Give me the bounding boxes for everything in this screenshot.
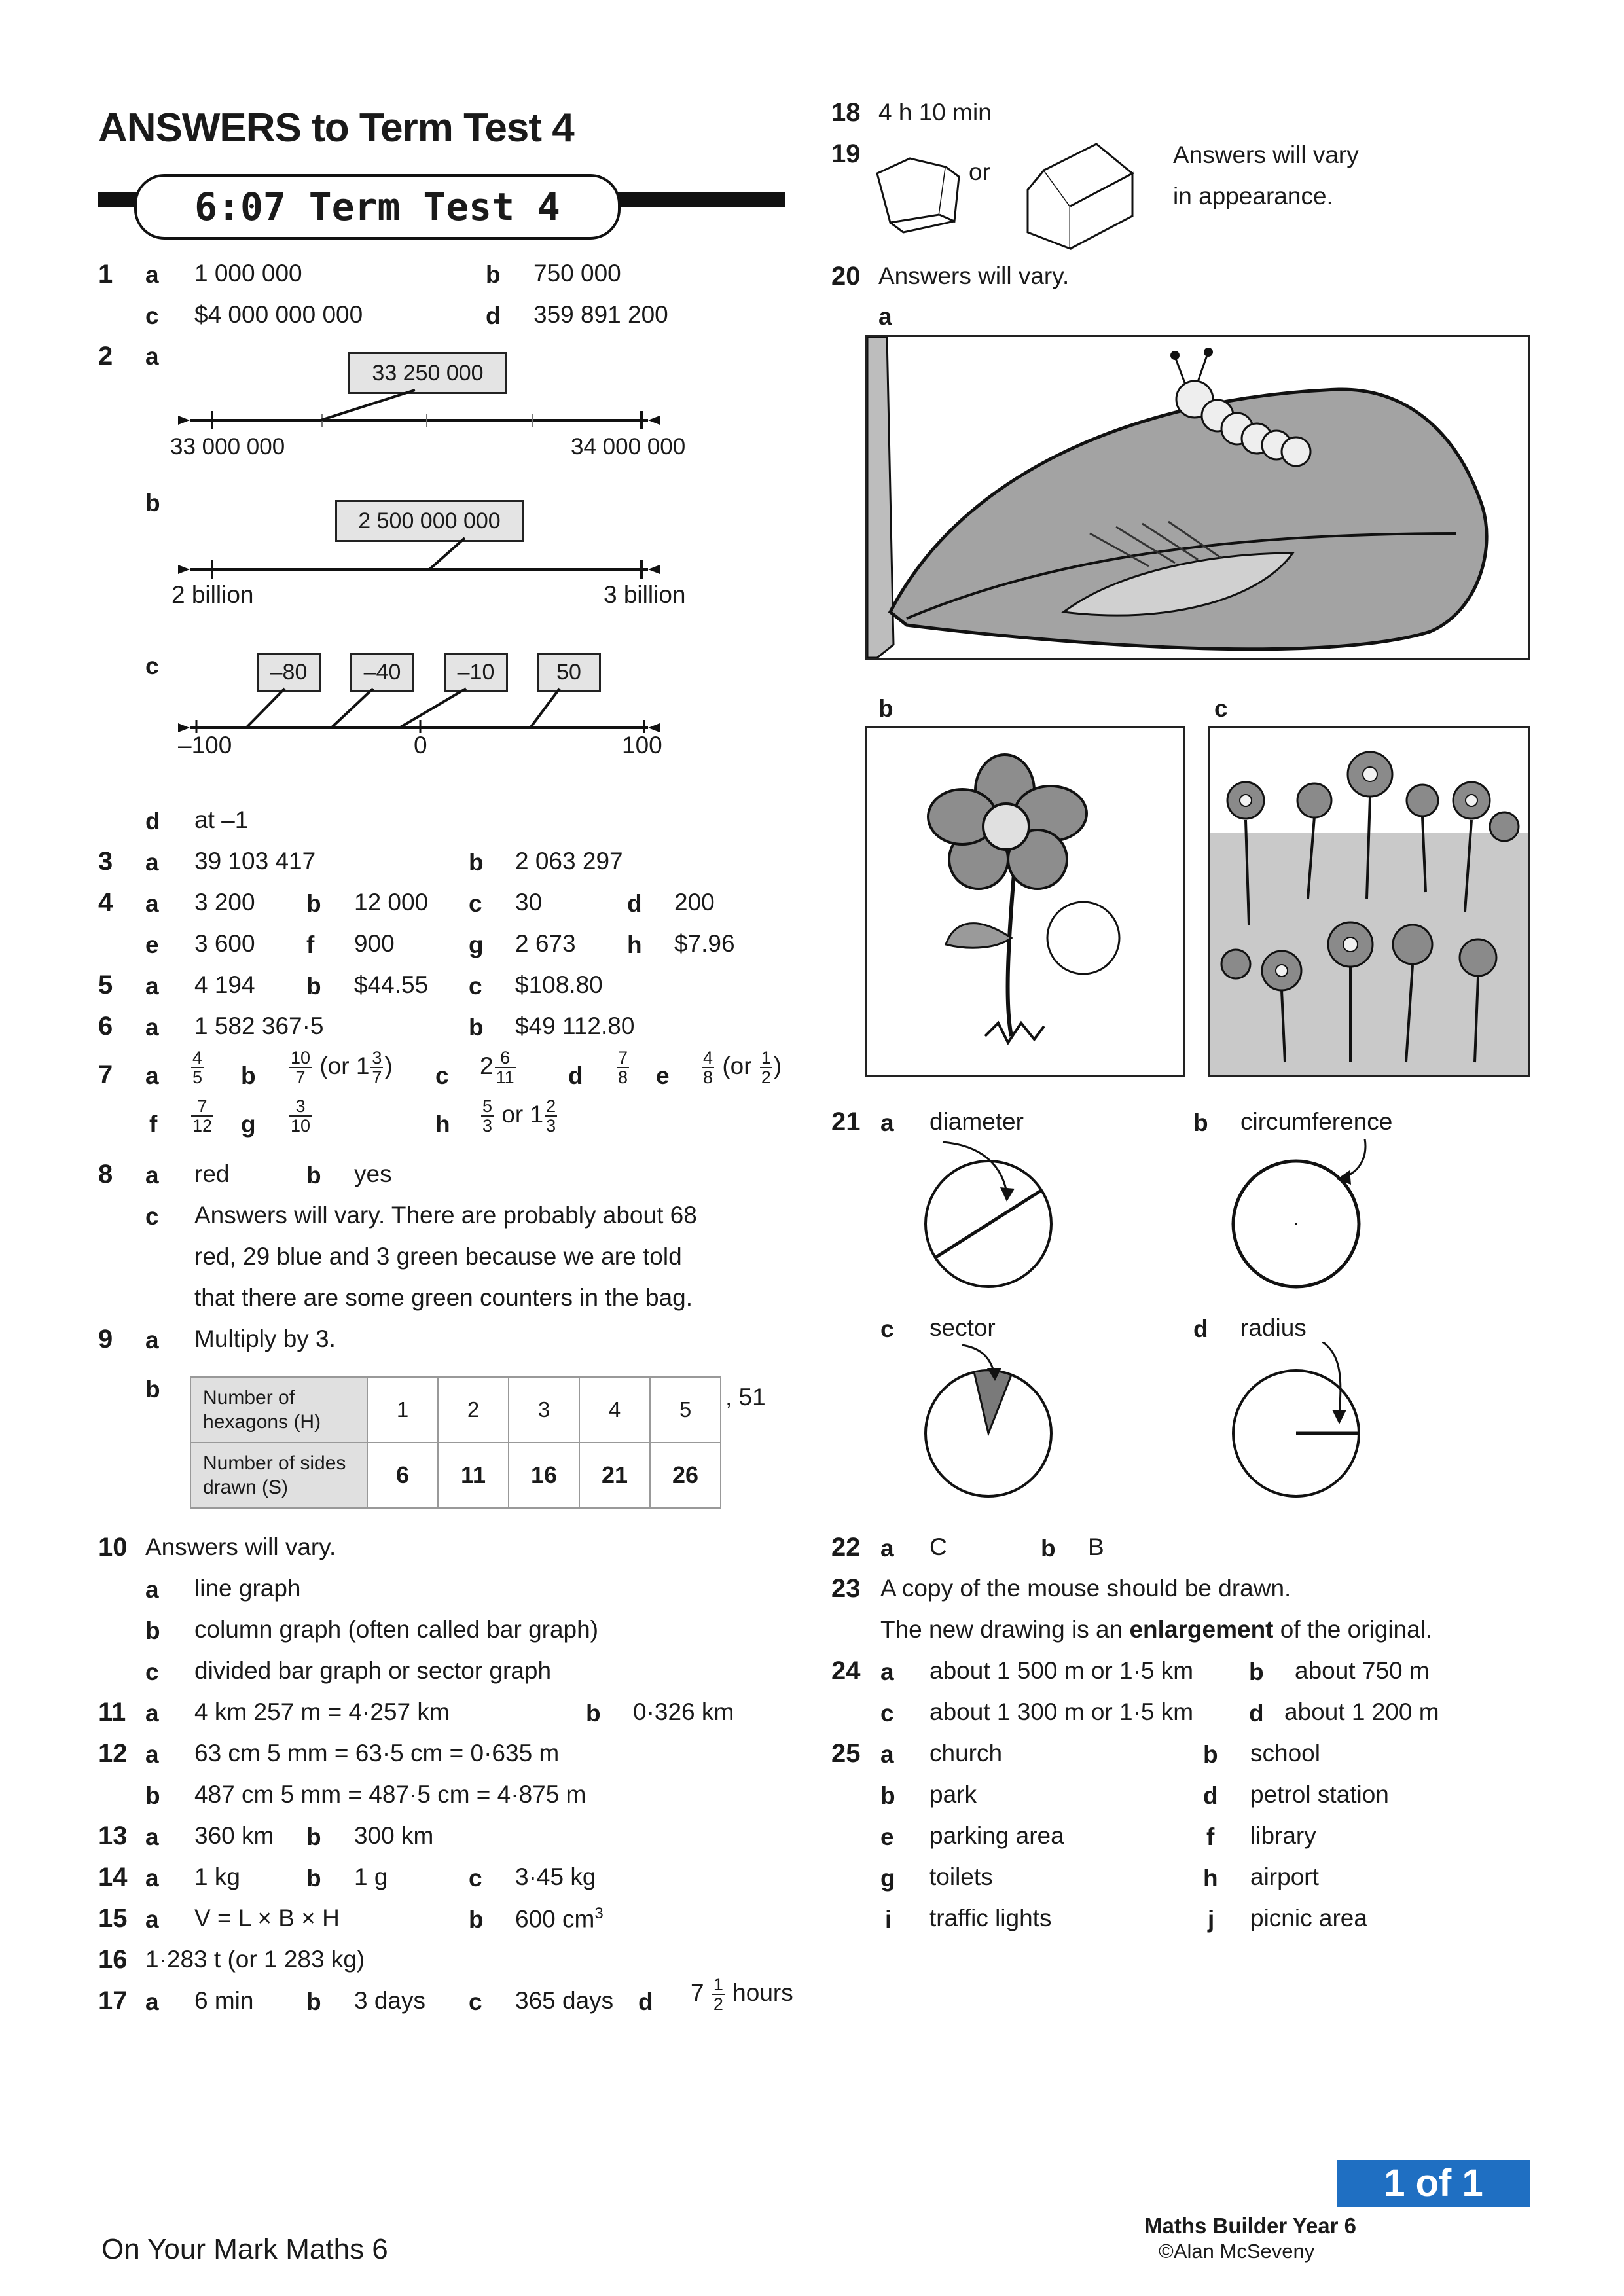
- q7-letter-h: h: [435, 1111, 450, 1138]
- q20-letter-c: c: [1214, 695, 1228, 722]
- q14-a-answer: 1 kg: [194, 1863, 240, 1890]
- q1-c-answer: $4 000 000 000: [194, 301, 363, 328]
- q18-number: 18: [831, 98, 861, 127]
- q9-a-answer: Multiply by 3.: [194, 1325, 336, 1352]
- q25-answer: church: [929, 1740, 1003, 1767]
- q11-number: 11: [98, 1698, 126, 1727]
- q21-b-answer: circumference: [1240, 1108, 1393, 1135]
- q13-number: 13: [98, 1821, 128, 1850]
- q8-c-line-2: red, 29 blue and 3 green because we are told: [194, 1243, 682, 1270]
- q10-c-answer: divided bar graph or sector graph: [194, 1657, 552, 1684]
- footer-author: ©Alan McSeveny: [1159, 2240, 1315, 2263]
- q25-answer: airport: [1250, 1863, 1319, 1890]
- q1-a-answer: 1 000 000: [194, 260, 302, 287]
- q14-number: 14: [98, 1863, 128, 1892]
- q23-number: 23: [831, 1574, 861, 1603]
- q17-d-answer: 7 $\frac{1}{2}$ hours: [691, 1975, 793, 2015]
- q20b-flower-picture: [865, 726, 1185, 1077]
- q24-letter-a: a: [880, 1659, 894, 1685]
- q19-number: 19: [831, 139, 861, 168]
- q23-line-1: A copy of the mouse should be drawn.: [880, 1575, 1291, 1602]
- q2b-number-line: [164, 535, 674, 588]
- table-cell: 16: [509, 1443, 579, 1508]
- q2-number: 2: [98, 342, 113, 370]
- q10-letter-b: b: [145, 1617, 160, 1644]
- q17-letter-b: b: [306, 1988, 321, 2015]
- q15-letter-a: a: [145, 1906, 159, 1933]
- q2c-right-label: 100: [622, 732, 662, 759]
- q21b-circumference-diagram: [1224, 1139, 1381, 1296]
- q14-c-answer: 3·45 kg: [515, 1863, 596, 1890]
- q10-letter-a: a: [145, 1576, 159, 1603]
- q25-answer: park: [929, 1781, 977, 1808]
- q3-letter-a: a: [145, 849, 159, 876]
- q7-letter-b: b: [241, 1062, 256, 1089]
- page-number-badge: 1 of 1: [1337, 2160, 1530, 2207]
- q21-letter-a: a: [880, 1109, 894, 1136]
- q14-letter-b: b: [306, 1865, 321, 1892]
- q11-a-answer: 4 km 257 m = 4·257 km: [194, 1698, 450, 1725]
- q4-letter-f: f: [306, 931, 315, 958]
- q9-b-extra: , 51: [725, 1384, 766, 1410]
- q15-number: 15: [98, 1904, 128, 1933]
- q20-letter-b: b: [878, 695, 893, 722]
- table-row-label: Number of hexagons (H): [190, 1377, 367, 1443]
- q12-number: 12: [98, 1739, 128, 1768]
- q15-a-answer: V = L × B × H: [194, 1905, 340, 1931]
- q13-a-answer: 360 km: [194, 1822, 274, 1849]
- q7-g-answer: [288, 1097, 313, 1136]
- q12-letter-a: a: [145, 1741, 159, 1768]
- q5-number: 5: [98, 971, 113, 999]
- q15-b-answer: 600 $cm^3$: [515, 1905, 604, 1933]
- q2-letter-b: b: [145, 490, 160, 516]
- q25-letter: b: [880, 1782, 895, 1809]
- q17-number: 17: [98, 1986, 128, 2015]
- q7-letter-f: f: [149, 1111, 158, 1138]
- q10-letter-c: c: [145, 1659, 159, 1685]
- fraction: $\frac{7}{12}$: [192, 1096, 213, 1136]
- q1-letter-b: b: [486, 261, 501, 288]
- q2c-box-4: 50: [537, 653, 601, 692]
- flowers-illustration: [1210, 728, 1528, 1075]
- q3-number: 3: [98, 847, 113, 876]
- q2a-number-line: [164, 386, 674, 439]
- q21-letter-c: c: [880, 1316, 894, 1342]
- q7-h-answer: $\frac{5}{3}$ or 1 $\frac{2}{3}$: [482, 1096, 556, 1136]
- q19-prism-drawing-2: [1018, 134, 1146, 255]
- q21-a-answer: diameter: [929, 1108, 1024, 1135]
- fraction: $\frac{10}{7}$: [291, 1048, 311, 1088]
- q24-b-answer: about 750 m: [1295, 1657, 1430, 1684]
- q7-f-answer: [190, 1097, 215, 1136]
- q4-e-answer: 3 600: [194, 930, 255, 957]
- q9-hexagon-table: [190, 1376, 721, 1509]
- table-cell: 3: [509, 1377, 579, 1443]
- q20-answer: Answers will vary.: [878, 262, 1070, 289]
- q12-b-answer: 487 cm 5 mm = 487·5 cm = 4·875 m: [194, 1781, 586, 1808]
- footer-series-title: On Your Mark Maths 6: [101, 2233, 388, 2265]
- q9-letter-a: a: [145, 1327, 159, 1354]
- q4-letter-e: e: [145, 931, 159, 958]
- q20c-flowers-picture: [1208, 726, 1530, 1077]
- flower-illustration: [867, 728, 1183, 1075]
- q2-d-answer: at –1: [194, 806, 249, 833]
- q14-b-answer: 1 g: [354, 1863, 388, 1890]
- q12-a-answer: 63 cm 5 mm = 63·5 cm = 0·635 m: [194, 1740, 560, 1767]
- q2c-box-3: –10: [444, 653, 508, 692]
- q25-answer: traffic lights: [929, 1905, 1052, 1931]
- q25-letter: f: [1206, 1823, 1215, 1850]
- q24-a-answer: about 1 500 m or 1·5 km: [929, 1657, 1194, 1684]
- q23-line-2: The new drawing is an enlargement of the original.: [880, 1616, 1433, 1643]
- q17-c-answer: 365 days: [515, 1987, 614, 2014]
- q21-letter-d: d: [1193, 1316, 1208, 1342]
- q10-b-answer: column graph (often called bar graph): [194, 1616, 599, 1643]
- q2c-box-2: –40: [350, 653, 414, 692]
- q25-answer: petrol station: [1250, 1781, 1389, 1808]
- q21d-radius-diagram: [1224, 1342, 1381, 1499]
- q7-a-answer: [190, 1049, 205, 1087]
- q3-b-answer: 2 063 297: [515, 848, 623, 874]
- q22-letter-a: a: [880, 1535, 894, 1562]
- q6-a-answer: 1 582 367·5: [194, 1013, 324, 1039]
- q7-letter-e: e: [656, 1062, 670, 1089]
- table-cell: 5: [650, 1377, 721, 1443]
- q10-a-answer: line graph: [194, 1575, 301, 1602]
- q25-number: 25: [831, 1739, 861, 1768]
- fraction: $\frac{3}{7}$: [372, 1048, 382, 1088]
- q21a-diameter-diagram: [910, 1139, 1067, 1296]
- q20-number: 20: [831, 262, 861, 291]
- q4-d-answer: 200: [674, 889, 715, 916]
- q4-b-answer: 12 000: [354, 889, 429, 916]
- q21c-sector-diagram: [910, 1342, 1067, 1499]
- q17-letter-c: c: [469, 1988, 482, 2015]
- q7-b-answer: $\frac{10}{7}$ (or 1 $\frac{3}{7}$ ): [291, 1048, 393, 1088]
- q8-letter-b: b: [306, 1162, 321, 1189]
- q24-d-answer: about 1 200 m: [1284, 1698, 1439, 1725]
- q8-letter-c: c: [145, 1203, 159, 1230]
- q7-c-answer: 2 $\frac{6}{11}$: [480, 1048, 514, 1088]
- q1-letter-c: c: [145, 302, 159, 329]
- table-cell: 21: [579, 1443, 650, 1508]
- q22-a-answer: C: [929, 1534, 947, 1560]
- q25-answer: school: [1250, 1740, 1320, 1767]
- q6-letter-b: b: [469, 1014, 484, 1041]
- q25-answer: library: [1250, 1822, 1316, 1849]
- q6-b-answer: $49 112.80: [515, 1013, 635, 1039]
- q13-letter-a: a: [145, 1823, 159, 1850]
- q4-letter-b: b: [306, 890, 321, 917]
- q16-answer: 1·283 t (or 1 283 kg): [145, 1946, 365, 1973]
- table-cell: 6: [367, 1443, 438, 1508]
- q2-letter-c: c: [145, 653, 159, 679]
- q17-b-answer: 3 days: [354, 1987, 426, 2014]
- table-cell: 11: [438, 1443, 509, 1508]
- q19-note-line-1: Answers will vary: [1173, 141, 1359, 168]
- q4-f-answer: 900: [354, 930, 395, 957]
- q25-letter: a: [880, 1741, 894, 1768]
- q17-letter-a: a: [145, 1988, 159, 2015]
- q5-a-answer: 4 194: [194, 971, 255, 998]
- q24-number: 24: [831, 1657, 861, 1685]
- q21-c-answer: sector: [929, 1314, 996, 1341]
- q25-letter: j: [1208, 1906, 1215, 1933]
- q11-b-answer: 0·326 km: [633, 1698, 734, 1725]
- q9-letter-b: b: [145, 1376, 160, 1403]
- q13-b-answer: 300 km: [354, 1822, 434, 1849]
- q5-letter-a: a: [145, 973, 159, 999]
- q24-letter-c: c: [880, 1700, 894, 1727]
- table-cell: 4: [579, 1377, 650, 1443]
- q1-number: 1: [98, 260, 113, 289]
- q4-letter-a: a: [145, 890, 159, 917]
- q5-letter-c: c: [469, 973, 482, 999]
- q8-c-line-3: that there are some green counters in the bag.: [194, 1284, 693, 1311]
- q24-letter-d: d: [1249, 1700, 1264, 1727]
- table-cell: 26: [650, 1443, 721, 1508]
- q17-letter-d: d: [638, 1988, 653, 2015]
- q12-letter-b: b: [145, 1782, 160, 1809]
- q4-letter-h: h: [627, 931, 642, 958]
- fraction: $\frac{7}{8}$: [618, 1048, 628, 1088]
- q25-letter: i: [885, 1906, 892, 1933]
- table-row-label: Number of sides drawn (S): [190, 1443, 367, 1508]
- q6-letter-a: a: [145, 1014, 159, 1041]
- q11-letter-a: a: [145, 1700, 159, 1727]
- q7-letter-g: g: [241, 1111, 256, 1138]
- q21-number: 21: [831, 1107, 861, 1136]
- q5-b-answer: $44.55: [354, 971, 429, 998]
- q8-a-answer: red: [194, 1160, 230, 1187]
- q16-number: 16: [98, 1945, 128, 1974]
- q14-letter-a: a: [145, 1865, 159, 1892]
- q25-answer: toilets: [929, 1863, 993, 1890]
- q2-letter-d: d: [145, 808, 160, 834]
- page-title: ANSWERS to Term Test 4: [98, 105, 574, 151]
- q14-letter-c: c: [469, 1865, 482, 1892]
- q24-c-answer: about 1 300 m or 1·5 km: [929, 1698, 1194, 1725]
- q4-g-answer: 2 673: [515, 930, 576, 957]
- fraction: $\frac{1}{2}$: [761, 1048, 771, 1088]
- fraction: $\frac{5}{3}$: [482, 1096, 493, 1136]
- q20a-leaf-caterpillar-picture: [865, 335, 1530, 660]
- q2c-box-1: –80: [257, 653, 321, 692]
- q4-c-answer: 30: [515, 889, 543, 916]
- q25-letter: d: [1203, 1782, 1218, 1809]
- q5-letter-b: b: [306, 973, 321, 999]
- q25-letter: h: [1203, 1865, 1218, 1892]
- q19-prism-drawing-1: [864, 137, 975, 242]
- q25-answer: parking area: [929, 1822, 1064, 1849]
- q2-letter-a: a: [145, 343, 159, 370]
- table-cell: 1: [367, 1377, 438, 1443]
- q1-letter-d: d: [486, 302, 501, 329]
- q17-a-answer: 6 min: [194, 1987, 254, 2014]
- q20-letter-a: a: [878, 303, 892, 330]
- q4-a-answer: 3 200: [194, 889, 255, 916]
- q9-number: 9: [98, 1325, 113, 1354]
- q8-b-answer: yes: [354, 1160, 392, 1187]
- q19-or: or: [969, 158, 990, 185]
- q4-letter-g: g: [469, 931, 484, 958]
- q22-number: 22: [831, 1533, 861, 1562]
- q8-c-line-1: Answers will vary. There are probably about 68: [194, 1202, 697, 1229]
- q1-b-answer: 750 000: [533, 260, 621, 287]
- q2c-number-line: [164, 687, 674, 733]
- section-banner: 6:07 Term Test 4: [134, 174, 621, 240]
- q15-letter-b: b: [469, 1906, 484, 1933]
- fraction: $\frac{3}{10}$: [291, 1096, 311, 1136]
- q2a-left-label: 33 000 000: [170, 434, 285, 459]
- fraction: $\frac{4}{5}$: [192, 1048, 203, 1088]
- fraction: $\frac{1}{2}$: [713, 1975, 723, 2015]
- q2a-right-label: 34 000 000: [571, 434, 686, 459]
- leaf-illustration: [867, 337, 1528, 658]
- q4-letter-c: c: [469, 890, 482, 917]
- q2b-answer-box: 2 500 000 000: [335, 500, 524, 542]
- q5-c-answer: $108.80: [515, 971, 603, 998]
- q7-d-answer: [615, 1049, 630, 1087]
- q4-letter-d: d: [627, 890, 642, 917]
- q2b-right-label: 3 billion: [604, 581, 686, 608]
- q13-letter-b: b: [306, 1823, 321, 1850]
- q11-letter-b: b: [586, 1700, 601, 1727]
- q3-letter-b: b: [469, 849, 484, 876]
- q7-letter-c: c: [435, 1062, 449, 1089]
- fraction: $\frac{6}{11}$: [496, 1048, 514, 1088]
- q22-letter-b: b: [1041, 1535, 1056, 1562]
- q19-note-line-2: in appearance.: [1173, 183, 1333, 209]
- q25-letter: b: [1203, 1741, 1218, 1768]
- q21-letter-b: b: [1193, 1109, 1208, 1136]
- q21-d-answer: radius: [1240, 1314, 1307, 1341]
- q4-h-answer: $7.96: [674, 930, 735, 957]
- q2c-mid-label: 0: [414, 732, 427, 759]
- q7-e-answer: $\frac{4}{8}$ (or $\frac{1}{2}$ ): [703, 1048, 782, 1088]
- q1-d-answer: 359 891 200: [533, 301, 668, 328]
- q7-letter-d: d: [568, 1062, 583, 1089]
- table-cell: 2: [438, 1377, 509, 1443]
- fraction: $\frac{2}{3}$: [546, 1096, 556, 1136]
- footer-book-title: Maths Builder Year 6: [1144, 2214, 1357, 2238]
- q10-intro: Answers will vary.: [145, 1534, 336, 1560]
- q2b-left-label: 2 billion: [171, 581, 254, 608]
- q2a-answer-box: 33 250 000: [348, 352, 507, 394]
- q2c-left-label: –100: [178, 732, 232, 759]
- q25-answer: picnic area: [1250, 1905, 1367, 1931]
- q8-letter-a: a: [145, 1162, 159, 1189]
- fraction: $\frac{4}{8}$: [703, 1048, 713, 1088]
- q22-b-answer: B: [1088, 1534, 1104, 1560]
- q7-number: 7: [98, 1060, 113, 1089]
- q25-letter: e: [880, 1823, 894, 1850]
- q18-answer: 4 h 10 min: [878, 99, 992, 126]
- q24-letter-b: b: [1249, 1659, 1264, 1685]
- q7-letter-a: a: [145, 1062, 159, 1089]
- q6-number: 6: [98, 1012, 113, 1041]
- q1-letter-a: a: [145, 261, 159, 288]
- q8-number: 8: [98, 1160, 113, 1189]
- q4-number: 4: [98, 888, 113, 917]
- q10-number: 10: [98, 1533, 128, 1562]
- q3-a-answer: 39 103 417: [194, 848, 316, 874]
- q25-letter: g: [880, 1865, 895, 1892]
